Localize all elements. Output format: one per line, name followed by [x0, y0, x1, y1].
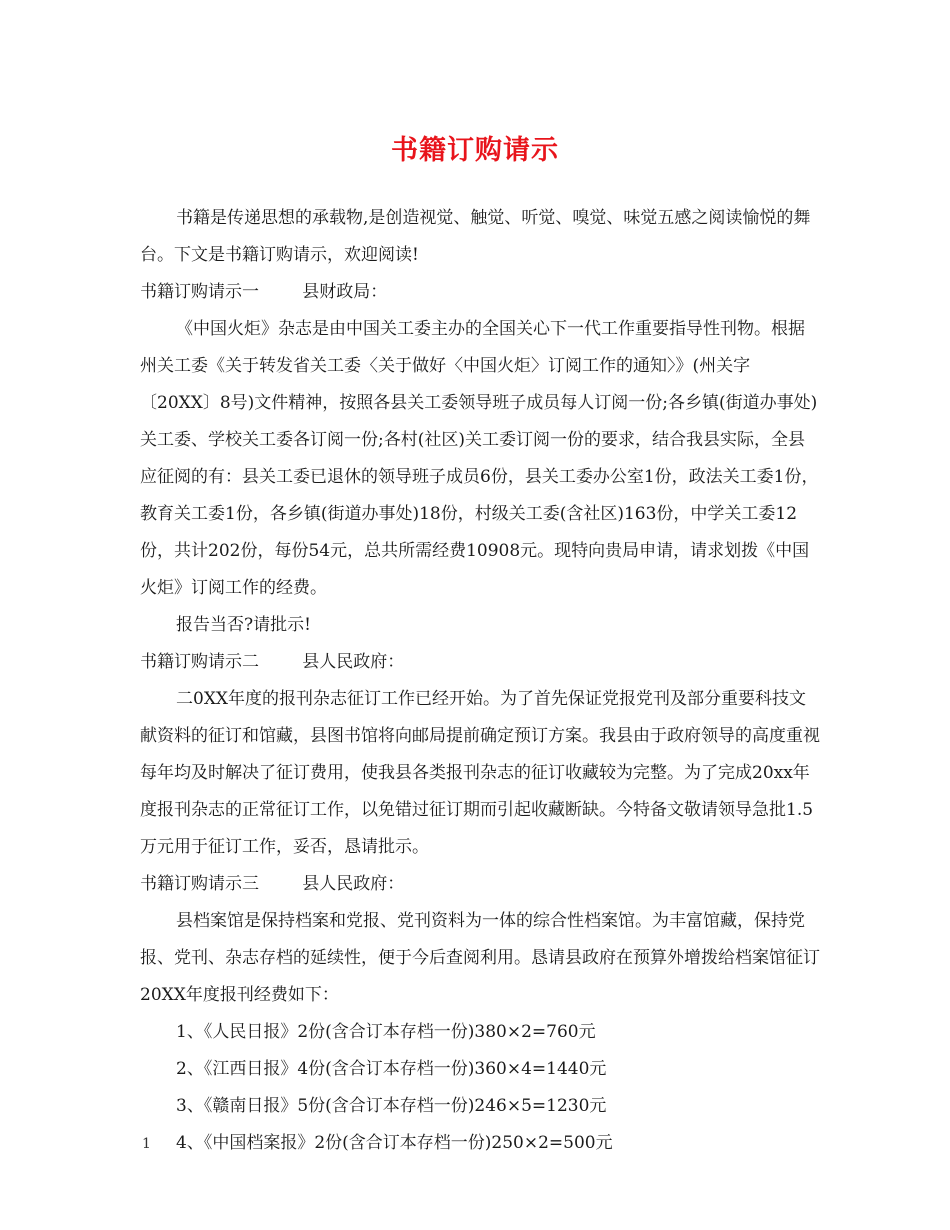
section3-heading-line [140, 866, 820, 903]
section2-heading: 书籍订购请示二 [140, 652, 259, 672]
section3-body: 县档案馆是保持档案和党报、党刊资料为一体的综合性档案馆。为丰富馆藏，保持党报、党刊、杂志存档的延续性，便于今后查阅利用。恳请县政府在预算外增拨给档案馆征订20XX年度报刊经费如下： [140, 911, 820, 1005]
page-number: 1 [142, 1136, 151, 1152]
section2-heading-line [140, 644, 820, 681]
document-body [140, 200, 820, 1162]
section1-closing: 报告当否?请批示! [176, 615, 311, 635]
section2-body: 二0XX年度的报刊杂志征订工作已经开始。为了首先保证党报党刊及部分重要科技文献资料的征订和馆藏，县图书馆将向邮局提前确定预订方案。我县由于政府领导的高度重视每年均及时解决了征订费用，使我县各类报刊杂志的征订收藏较为完整。为了完成20xx年度报刊杂志的正常征订工作，以免错过征订期而引起收藏断缺。今特备文敬请领导急批1.5万元用于征订工作，妥否，恳请批示。 [140, 689, 820, 857]
section2-addressee: 县人民政府： [302, 652, 405, 672]
document-title: 书籍订购请示 [391, 135, 559, 166]
list-item: 1、《人民日报》2份(含合订本存档一份)380×2=760元 [176, 1022, 596, 1042]
section1-heading: 书籍订购请示一 [140, 282, 259, 302]
list-item: 3、《赣南日报》5份(含合订本存档一份)246×5=1230元 [176, 1096, 607, 1116]
section3-heading: 书籍订购请示三 [140, 874, 259, 894]
section1-body: 《中国火炬》杂志是由中国关工委主办的全国关心下一代工作重要指导性刊物。根据州关工委《关于转发省关工委〈关于做好〈中国火炬〉订阅工作的通知〉》(州关字〔20XX〕8号)文件精神，按照各县关工委领导班子成员每人订阅一份;各乡镇(街道办事处)关工委、学校关工委各订阅一份;各村(社区)关工委订阅一份的要求，结合我县实际，全县应征阅的有：县关工委已退休的领导班子成员6份，县关工委办公室1份，政法关工委1份，教育关工委1份，各乡镇(街道办事处)18份，村级关工委(含社区)163份，中学关工委12份，共计202份，每份54元，总共所需经费10908元。现特向贵局申请，请求划拨《中国火炬》订阅工作的经费。 [140, 319, 819, 598]
section3-addressee: 县人民政府： [302, 874, 405, 894]
intro-paragraph: 书籍是传递思想的承载物,是创造视觉、触觉、听觉、嗅觉、味觉五感之阅读愉悦的舞台。下文是书籍订购请示，欢迎阅读! [140, 208, 811, 265]
list-item: 4、《中国档案报》2份(含合订本存档一份)250×2=500元 [176, 1133, 613, 1153]
list-item: 2、《江西日报》4份(含合订本存档一份)360×4=1440元 [176, 1059, 607, 1079]
section1-heading-line [140, 274, 820, 311]
section1-addressee: 县财政局： [302, 282, 388, 302]
